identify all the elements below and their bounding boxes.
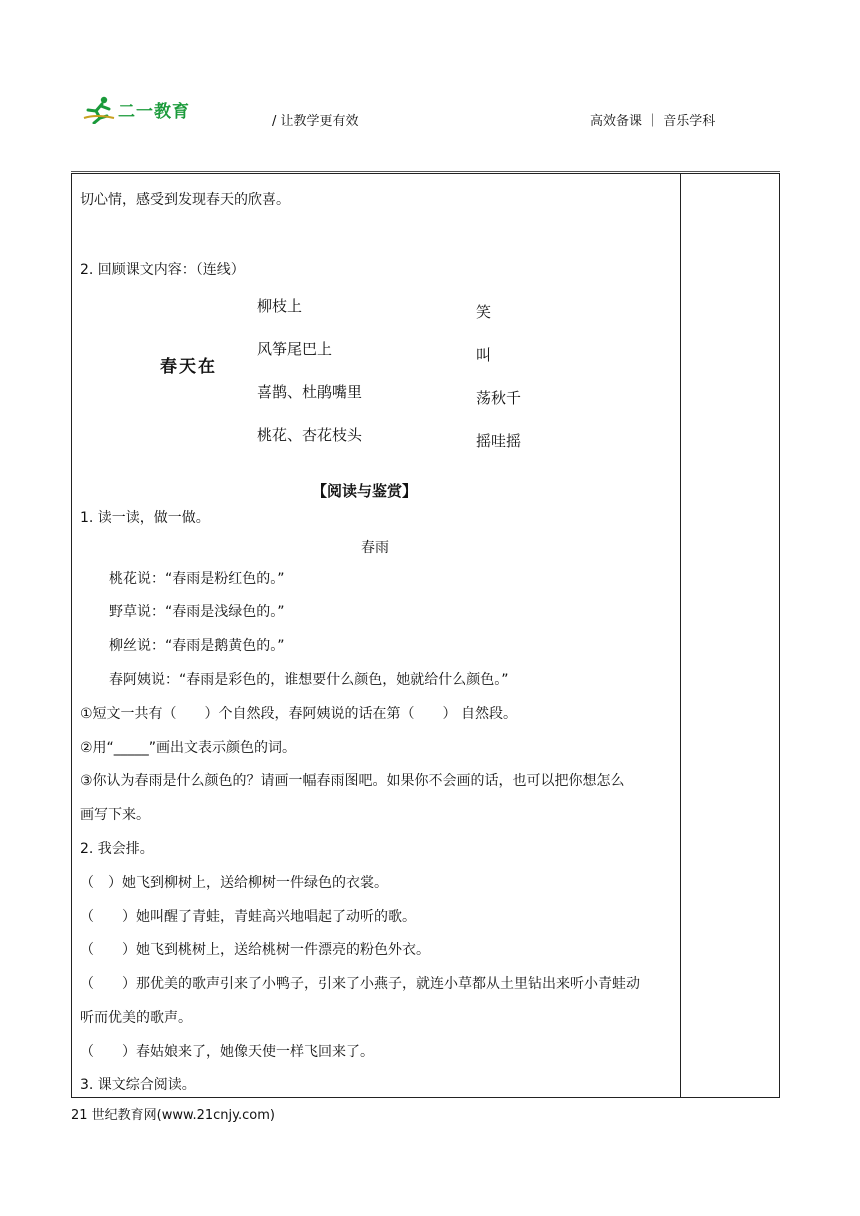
poem-title: 春雨 xyxy=(361,540,389,556)
poem-line: 柳丝说：“春雨是鹅黄色的。” xyxy=(109,638,285,654)
table-column-divider xyxy=(680,173,681,1098)
reading-3-title: 3. 课文综合阅读。 xyxy=(80,1077,196,1093)
match-right-item: 荡秋千 xyxy=(476,389,522,407)
reading-1-question: 画写下来。 xyxy=(80,807,150,823)
reading-1-question: ②用“_____”画出文表示颜色的词。 xyxy=(80,740,297,756)
content-table xyxy=(71,173,780,1098)
header-subject: 高效备课 ｜ 音乐学科 xyxy=(590,114,716,129)
ordering-item: （ ）春姑娘来了，她像天使一样飞回来了。 xyxy=(80,1044,374,1060)
ordering-item: （ ）那优美的歌声引来了小鸭子，引来了小燕子，就连小草都从土里钻出来听小青蛙动 xyxy=(80,976,640,992)
match-center-label: 春天在 xyxy=(160,357,217,377)
logo xyxy=(82,96,194,124)
reading-1-question: ①短文一共有（ ）个自然段，春阿姨说的话在第（ ） 自然段。 xyxy=(80,706,517,722)
ordering-item-continuation: 听而优美的歌声。 xyxy=(80,1010,192,1026)
reading-1-title: 1. 读一读，做一做。 xyxy=(80,510,210,526)
match-left-item: 桃花、杏花枝头 xyxy=(257,426,363,444)
poem-line: 野草说：“春雨是浅绿色的。” xyxy=(109,604,285,620)
ordering-item: （ ）她叫醒了青蛙，青蛙高兴地唱起了动听的歌。 xyxy=(80,909,416,925)
ordering-item: （ ）她飞到柳树上，送给柳树一件绿色的衣裳。 xyxy=(80,875,388,891)
match-left-item: 柳枝上 xyxy=(257,297,303,315)
match-left-item: 喜鹊、杜鹃嘴里 xyxy=(257,383,363,401)
reading-1-question: ③你认为春雨是什么颜色的？请画一幅春雨图吧。如果你不会画的话，也可以把你想怎么 xyxy=(80,773,625,789)
footer-source: 21 世纪教育网(www.21cnjy.com) xyxy=(71,1108,275,1123)
section-title: 【阅读与鉴赏】 xyxy=(312,482,418,500)
reading-2-title: 2. 我会排。 xyxy=(80,841,154,857)
match-right-item: 笑 xyxy=(476,303,492,321)
runner-logo-icon xyxy=(82,96,116,124)
header-slogan: / 让教学更有效 xyxy=(272,114,359,129)
header-rule xyxy=(71,171,780,172)
poem-line: 春阿姨说：“春雨是彩色的，谁想要什么颜色，她就给什么颜色。” xyxy=(109,672,509,688)
poem-line: 桃花说：“春雨是粉红色的。” xyxy=(109,571,285,587)
question-2-title: 2. 回顾课文内容：（连线） xyxy=(80,262,245,278)
ordering-item: （ ）她飞到桃树上，送给桃树一件漂亮的粉色外衣。 xyxy=(80,942,430,958)
intro-line: 切心情，感受到发现春天的欣喜。 xyxy=(80,192,290,208)
logo-text: 二一教育 xyxy=(118,102,190,122)
match-right-item: 摇哇摇 xyxy=(476,432,522,450)
match-left-item: 风筝尾巴上 xyxy=(257,340,333,358)
match-right-item: 叫 xyxy=(476,346,492,364)
